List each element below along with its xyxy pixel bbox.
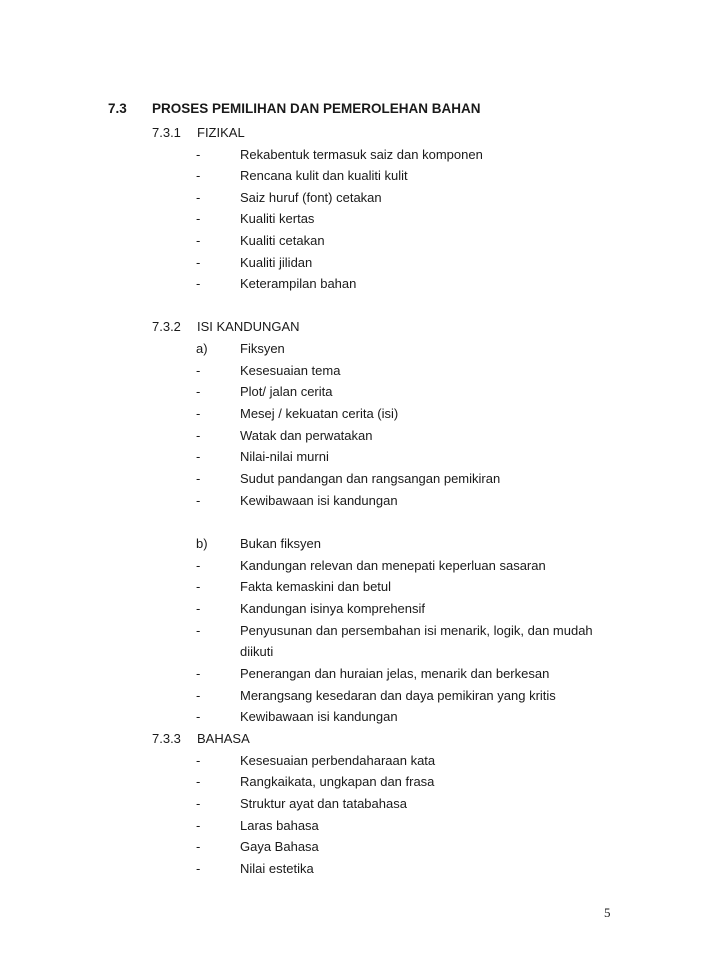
bullet-marker: -: [196, 471, 201, 486]
bullet-marker: -: [196, 211, 201, 226]
list-item-text: Plot/ jalan cerita: [240, 384, 333, 399]
list-item-text: Kandungan isinya komprehensif: [240, 601, 426, 616]
bullet-marker: -: [196, 623, 201, 638]
section-title: PROSES PEMILIHAN DAN PEMEROLEHAN BAHAN: [152, 101, 481, 116]
list-item-text: Fakta kemaskini dan betul: [240, 579, 392, 594]
subsection-title: BAHASA: [197, 731, 250, 746]
bullet-marker: -: [196, 406, 201, 421]
group-title: Bukan fiksyen: [240, 536, 321, 551]
bullet-marker: -: [196, 449, 201, 464]
list-item-text: Kualiti cetakan: [240, 233, 325, 248]
bullet-marker: -: [196, 579, 201, 594]
bullet-marker: -: [196, 276, 201, 291]
bullet-marker: -: [196, 796, 201, 811]
list-item-text: Rangkaikata, ungkapan dan frasa: [240, 774, 435, 789]
list-item-text: Nilai estetika: [240, 861, 314, 876]
list-item-text: Penerangan dan huraian jelas, menarik dan berkesan: [240, 666, 550, 681]
subsection-number: 7.3.1: [152, 125, 181, 140]
bullet-marker: -: [196, 558, 201, 573]
list-item-text: Kandungan relevan dan menepati keperluan sasaran: [240, 558, 546, 573]
subsection-number: 7.3.2: [152, 319, 181, 334]
bullet-marker: -: [196, 384, 201, 399]
list-item-text: Kesesuaian perbendaharaan kata: [240, 753, 436, 768]
page-number: 5: [604, 905, 611, 920]
subsection-isi-heading: [152, 319, 300, 334]
list-item-text: Kewibawaan isi kandungan: [240, 493, 398, 508]
subsection-bahasa-heading: [152, 731, 250, 746]
list-item-text: Rencana kulit dan kualiti kulit: [240, 168, 408, 183]
subsection-fizikal-heading: [152, 125, 245, 140]
list-item-text: Nilai-nilai murni: [240, 449, 329, 464]
bullet-marker: -: [196, 753, 201, 768]
bullet-marker: -: [196, 818, 201, 833]
section-number: 7.3: [108, 101, 127, 116]
list-item-text: Sudut pandangan dan rangsangan pemikiran: [240, 471, 501, 486]
list-item-text: Merangsang kesedaran dan daya pemikiran yang kritis: [240, 688, 556, 703]
bullet-marker: -: [196, 233, 201, 248]
subsection-number: 7.3.3: [152, 731, 181, 746]
bullet-marker: -: [196, 861, 201, 876]
list-item-text: Kewibawaan isi kandungan: [240, 709, 398, 724]
list-item-text: Kualiti jilidan: [240, 255, 313, 270]
bullet-marker: -: [196, 255, 201, 270]
group-marker: a): [196, 341, 208, 356]
bullet-marker: -: [196, 839, 201, 854]
bullet-marker: -: [196, 493, 201, 508]
bullet-marker: -: [196, 363, 201, 378]
list-item-text: Keterampilan bahan: [240, 276, 357, 291]
subsection-title: FIZIKAL: [197, 125, 245, 140]
list-item-text: Penyusunan dan persembahan isi menarik, logik, dan mudah: [240, 623, 593, 638]
bullet-marker: -: [196, 774, 201, 789]
bullet-marker: -: [196, 168, 201, 183]
bullet-marker: -: [196, 601, 201, 616]
list-item-text: Kesesuaian tema: [240, 363, 341, 378]
list-item-text: Gaya Bahasa: [240, 839, 319, 854]
subsection-title: ISI KANDUNGAN: [197, 319, 300, 334]
group-marker: b): [196, 536, 208, 551]
bullet-marker: -: [196, 709, 201, 724]
list-item-text: Watak dan perwatakan: [240, 428, 373, 443]
list-item-text: Mesej / kekuatan cerita (isi): [240, 406, 399, 421]
list-item-text: diikuti: [240, 644, 274, 659]
bullet-marker: -: [196, 428, 201, 443]
bullet-marker: -: [196, 688, 201, 703]
section-heading: [108, 101, 481, 116]
list-item-text: Struktur ayat dan tatabahasa: [240, 796, 407, 811]
list-item-text: Saiz huruf (font) cetakan: [240, 190, 382, 205]
bullet-marker: -: [196, 147, 201, 162]
list-item-text: Kualiti kertas: [240, 211, 315, 226]
bullet-marker: -: [196, 190, 201, 205]
list-item-text: Laras bahasa: [240, 818, 319, 833]
group-title: Fiksyen: [240, 341, 285, 356]
bullet-marker: -: [196, 666, 201, 681]
list-item-text: Rekabentuk termasuk saiz dan komponen: [240, 147, 483, 162]
